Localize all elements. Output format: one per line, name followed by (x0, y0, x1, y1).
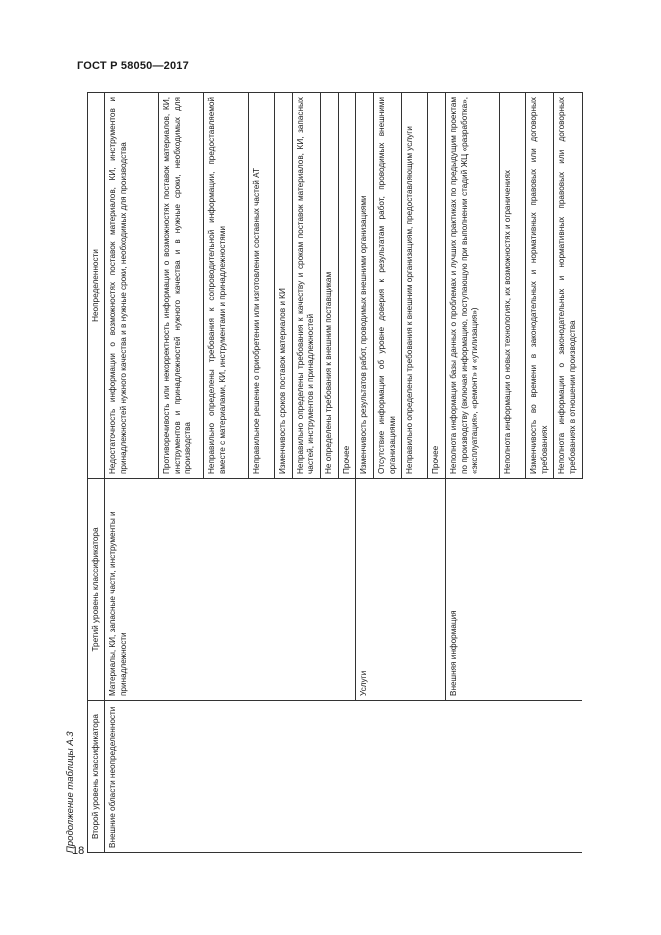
column-header-uncertainties: Неопределенности (88, 93, 105, 479)
classifier-table (87, 92, 583, 853)
uncertainty-cell: Неправильное решение о приобретении или изготовлении составных частей АТ (249, 93, 275, 479)
uncertainty-cell: Недостаточность информации о возможностях поставок материалов, КИ, инструментов и принадлежностей нужного качества и в нужные сроки, необходимых для производства (105, 93, 159, 479)
uncertainty-cell: Неполнота информации о законодательных и нормативных правовых или договорных требованиях в отношении производства (554, 93, 582, 479)
column-header-level3: Третий уровень классификатора (88, 479, 105, 701)
uncertainty-cell: Отсутствие информации об уровне доверия к результатам работ, проводимых внешними организациями (373, 93, 401, 479)
table-continuation-label: Продолжение таблицы А.3 (65, 731, 76, 853)
table-header-row (88, 93, 105, 853)
uncertainty-cell: Неправильно определены требования к внешним организациям, предоставляющим услуги (402, 93, 428, 479)
uncertainty-cell: Неправильно определены требования к сопроводительной информации, предоставляемой вместе с материалами, КИ, инструментами и принадлежностями (204, 93, 249, 479)
level3-cell: Материалы, КИ, запасные части, инструменты и принадлежности (105, 479, 356, 701)
uncertainty-cell: Прочее (428, 93, 446, 479)
level2-cell: Внешние области неопределенности (105, 701, 583, 853)
uncertainty-cell: Неполнота информации базы данных о проблемах и лучших практиках по предыдущим проектам по производству (включая информацию, поступающую при выполнении стадий ЖЦ «разработка», «эксплуатация», «ремонт» и «утилизация») (445, 93, 499, 479)
uncertainty-cell: Изменчивость во времени в законодательных и нормативных правовых или договорных требованиях (525, 93, 553, 479)
uncertainty-cell: Прочее (338, 93, 356, 479)
uncertainty-cell: Не определены требования к внешним поставщикам (320, 93, 338, 479)
level3-cell: Внешняя информация (445, 479, 582, 701)
document-header: ГОСТ Р 58050—2017 (77, 60, 189, 72)
uncertainty-cell: Противоречивость или некорректность информации о возможностях поставок материалов, КИ, инструментов и принадлежностей нужного качества и в нужные сроки, необходимых для производства (159, 93, 204, 479)
uncertainty-cell: Изменчивость сроков поставок материалов и КИ (275, 93, 293, 479)
level3-cell: Услуги (356, 479, 446, 701)
uncertainty-cell: Изменчивость результатов работ, проводимых внешними организациями (356, 93, 374, 479)
page-number: 18 (72, 845, 85, 857)
uncertainty-cell: Неполнота информации о новых технологиях, их возможностях и ограничениях (499, 93, 525, 479)
table-row (105, 93, 159, 853)
uncertainty-cell: Неправильно определены требования к качеству и срокам поставок материалов, КИ, запасных частей, инструментов и принадлежностей (292, 93, 320, 479)
column-header-level2: Второй уровень классификатора (88, 701, 105, 853)
